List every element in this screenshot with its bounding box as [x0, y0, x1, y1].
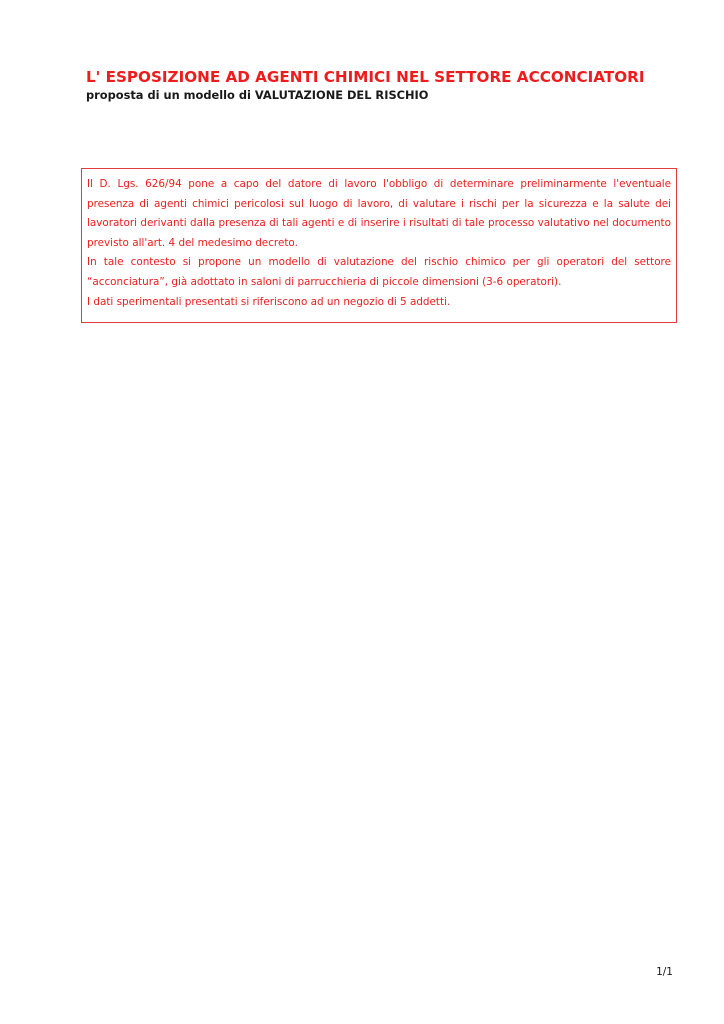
document-title: L' ESPOSIZIONE AD AGENTI CHIMICI NEL SETTORE ACCONCIATORI: [86, 68, 645, 86]
page-number: 1/1: [656, 966, 673, 978]
intro-box: [81, 168, 677, 323]
intro-paragraph: Il D. Lgs. 626/94 pone a capo del datore di lavoro l'obbligo di determinare preliminarmente l'eventuale presenza di agenti chimici pericolosi sul luogo di lavoro, di valutare i rischi per la sicurezza e la salute dei lavoratori derivanti dalla presenza di tali agenti e di inserire i risultati di tale processo valutativo nel documento previsto all'art. 4 del medesimo decreto.: [87, 178, 671, 249]
intro-paragraph: I dati sperimentali presentati si riferiscono ad un negozio di 5 addetti.: [87, 295, 451, 308]
intro-paragraph: In tale contesto si propone un modello di valutazione del rischio chimico per gli operatori del settore “acconciatura”, già adottato in saloni di parrucchieria di piccole dimensioni (3-6 operatori).: [87, 256, 671, 288]
document-subtitle: proposta di un modello di VALUTAZIONE DEL RISCHIO: [86, 88, 429, 102]
